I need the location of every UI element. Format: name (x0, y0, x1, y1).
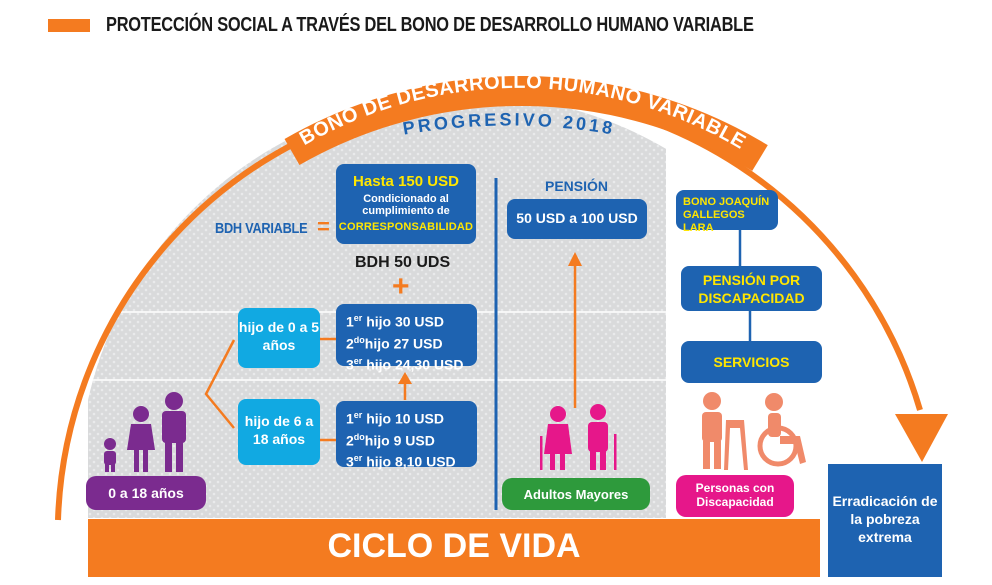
disability-pension-box: PENSIÓN POR DISCAPACIDAD (681, 266, 822, 311)
plus-sign: + (392, 270, 410, 303)
seniors-group-label: Adultos Mayores (502, 478, 650, 510)
goal-box: Erradicación de la pobreza extrema (828, 464, 942, 577)
cap-box (336, 164, 476, 244)
age-group-older: hijo de 6 a 18 años (238, 399, 320, 465)
list-item: 3er hijo 24,30 USD (346, 356, 464, 373)
cap-condition: CORRESPONSABILIDAD (338, 221, 474, 233)
bdh-variable-label: BDH VARIABLE (215, 220, 308, 237)
list-item: 1er hijo 10 USD (346, 410, 444, 427)
bono-jgl-box: BONO JOAQUÍN GALLEGOS LARA (676, 190, 778, 230)
person-walker-icon (702, 392, 748, 470)
list-item: $2^{do}hijo$ 9 USD (346, 431, 435, 449)
arc-title: BONO DE DESARROLLO HUMANO VARIABLE (295, 70, 750, 154)
list-item: 1er hijo 30 USD (346, 313, 444, 330)
list-item: $2^{do}hijo$ 27 USD (346, 334, 443, 352)
base-amount: BDH 50 UDS (355, 254, 451, 271)
list-item: 3er hijo 8,10 USD (346, 453, 456, 470)
young-amounts-list (336, 304, 477, 373)
wheelchair-icon (760, 393, 806, 464)
age-group-young: hijo de 0 a 5 años (238, 308, 320, 368)
kids-group-label: 0 a 18 años (86, 476, 206, 510)
cap-subtitle: Condicionado al cumplimiento de (362, 193, 450, 217)
disabled-group-label: Personas con Discapacidad (676, 475, 794, 517)
services-box: SERVICIOS (681, 341, 822, 383)
page-title: PROTECCIÓN SOCIAL A TRAVÉS DEL BONO DE DESARROLLO HUMANO VARIABLE (106, 14, 754, 36)
arc-subtitle: PROGRESIVO 2018 (401, 109, 617, 139)
cap-title: Hasta 150 USD (353, 173, 459, 190)
pension-label: PENSIÓN (545, 178, 609, 194)
older-amounts-list (336, 401, 477, 470)
equals-sign: = (317, 214, 330, 239)
pension-amount-box: 50 USD a 100 USD (507, 199, 647, 239)
life-cycle-banner: CICLO DE VIDA (88, 519, 820, 577)
arrow-down-icon (895, 414, 948, 462)
